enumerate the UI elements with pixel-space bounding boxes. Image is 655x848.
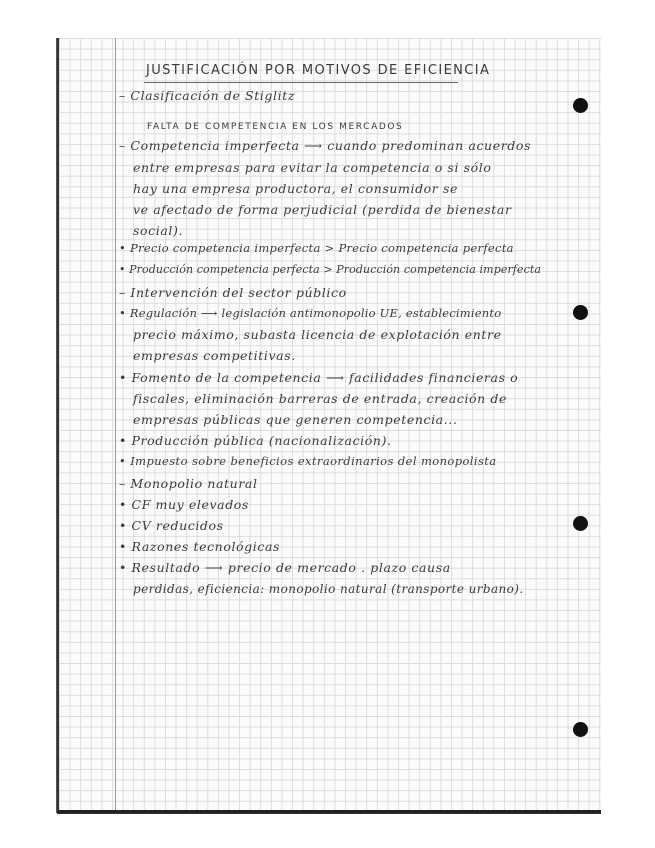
note-line: – Monopolio natural	[119, 476, 258, 491]
page-title: JUSTIFICACIÓN POR MOTIVOS DE EFICIENCIA	[146, 63, 491, 78]
punch-hole	[573, 305, 588, 320]
note-line: perdidas, eficiencia: monopolio natural (transporte urbano).	[133, 582, 524, 596]
note-line: entre empresas para evitar la competencia o si sólo	[133, 160, 492, 175]
note-line: • Fomento de la competencia ⟶ facilidades financieras o	[119, 370, 519, 385]
note-line: social).	[133, 223, 184, 238]
title-underline	[144, 82, 458, 83]
note-line: • Regulación ⟶ legislación antimonopolio UE, establecimiento	[119, 306, 502, 320]
section-heading: FALTA DE COMPETENCIA EN LOS MERCADOS	[147, 122, 404, 132]
note-line: • Impuesto sobre beneficios extraordinarios del monopolista	[119, 454, 497, 468]
note-line: ve afectado de forma perjudicial (perdida de bienestar	[133, 202, 512, 217]
note-line: precio máximo, subasta licencia de explotación entre	[133, 327, 502, 342]
note-line: – Clasificación de Stiglitz	[119, 88, 296, 103]
note-line: • Razones tecnológicas	[119, 539, 281, 554]
note-line: • Producción competencia perfecta > Producción competencia imperfecta	[119, 263, 542, 276]
punch-hole	[573, 98, 588, 113]
note-line: • Precio competencia imperfecta > Precio competencia perfecta	[119, 241, 514, 255]
note-line: fiscales, eliminación barreras de entrada, creación de	[133, 391, 508, 406]
note-line: • CV reducidos	[119, 518, 224, 533]
note-line: hay una empresa productora, el consumidor se	[133, 181, 458, 196]
note-line: • Producción pública (nacionalización).	[119, 433, 392, 448]
note-line: empresas competitivas.	[133, 348, 296, 363]
note-line: • Resultado ⟶ precio de mercado . plazo causa	[119, 560, 451, 575]
note-line: – Competencia imperfecta ⟶ cuando predominan acuerdos	[119, 138, 532, 153]
punch-hole	[573, 722, 588, 737]
note-line: empresas públicas que generen competencia...	[133, 412, 458, 427]
note-line: – Intervención del sector público	[119, 285, 347, 300]
note-line: • CF muy elevados	[119, 497, 249, 512]
margin-line	[115, 38, 116, 810]
punch-hole	[573, 516, 588, 531]
notebook-page	[57, 38, 601, 813]
